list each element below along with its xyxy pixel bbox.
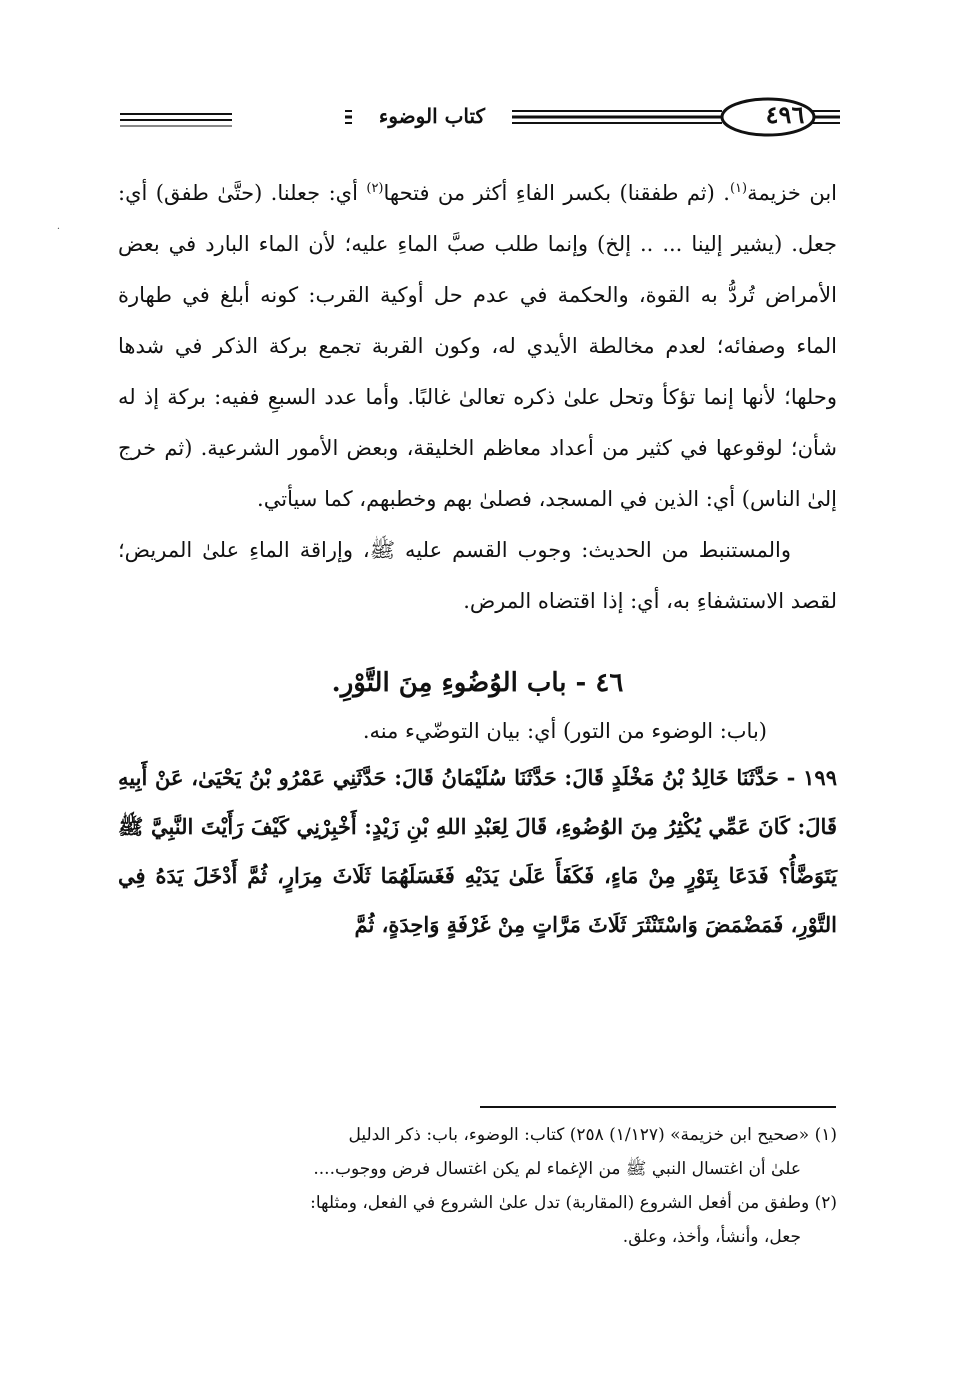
commentary-paragraph (118, 168, 837, 525)
footnotes (118, 1118, 837, 1254)
footnote-2-continued: جعل، وأنشأ، وأخذ، وعلق. (622, 1227, 801, 1247)
footnote-divider (480, 1106, 836, 1108)
derived-rulings-paragraph: والمستنبط من الحديث: وجوب القسم عليه ﷺ، وإراقة الماءِ علىٰ المريض؛ لقصد الاستشفاءِ به، أي: إذا اقتضاه المرض. (118, 538, 837, 613)
running-title: كتاب الوضوء (352, 97, 512, 137)
text-run: ابن خزيمة (747, 181, 837, 205)
footnote-2: (٢) وطفق من أفعل الشروع (المقاربة) تدل علىٰ الشروع في الفعل، ومثلها: (310, 1193, 837, 1213)
stray-mark: · (56, 224, 60, 235)
chapter-heading: ٤٦ - باب الوُضُوءِ مِنَ التَّوْرِ. (331, 668, 624, 698)
footnote-1: (١) «صحيح ابن خزيمة» (١/١٢٧) ٢٥٨) كتاب: الوضوء، باب: ذكر الدليل (348, 1125, 837, 1145)
chapter-explanation: (باب: الوضوء من التور) أي: بيان التوضّيء منه. (362, 719, 767, 743)
text-run: . (ثم طفقنا) بكسر الفاءِ أكثر من فتحها (383, 181, 730, 205)
hadith-text: ١٩٩ - حَدَّثَنَا خَالِدُ بْنُ مَخْلَدٍ قَالَ: حَدَّثَنَا سُلَيْمَانُ قَالَ: حَدَّثَنِي عَمْرُو بْنُ يَحْيَىٰ، عَنْ أَبِيهِ قَالَ: كَانَ عَمِّي يُكْثِرُ مِنَ الوُضُوءِ، قَالَ لِعَبْدِ اللهِ بْنِ زَيْدٍ: أَخْبِرْنِي كَيْفَ رَأَيْتَ النَّبِيَّ ﷺ يَتَوَضَّأُ؟ فَدَعَا بِتَوْرٍ مِنْ مَاءٍ، فَكَفَأَ عَلَىٰ يَدَيْهِ فَغَسَلَهُمَا ثَلَاثَ مِرَارٍ، ثُمَّ أَدْخَلَ يَدَهُ فِي التَّوْرِ، فَمَضْمَضَ وَاسْتَنْثَرَ ثَلَاثَ مَرَّاتٍ مِنْ غَرْفَةٍ وَاحِدَةٍ، ثُمَّ (118, 765, 837, 937)
footnote-1-continued: علىٰ أن اغتسال النبي ﷺ من الإغماء لم يكن اغتسال فرض ووجوب.... (313, 1159, 801, 1179)
footnote-ref-2[interactable]: (٢) (366, 181, 384, 196)
footnote-ref-1[interactable]: (١) (729, 181, 748, 196)
text-run: أي: جعلنا. (حتَّىٰ طفق) أي: جعل. (يشير إلينا ... .. إلخ) وإنما طلب صبَّ الماءِ عليه؛ لأن الماء البارد في بعض الأمراض تُردُّ به القوة، والحكمة في عدم حل أوكية القرب: كونه أبلغ في طهارة الماء وصفائه؛ لعدم مخالطة الأيدي له، وكون القربة تجمع بركة الذكر في شدها وحلها؛ لأنها إنما تؤكأ وتحل علىٰ ذكره تعالىٰ غالبًا. وأما عدد السبعِ ففيه: بركة إذ له شأن؛ لوقوعها في كثير من أعداد معاظم الخليقة، وبعض الأمور الشرعية. (ثم خرج إلىٰ الناس) أي: الذين في المسجد، فصلىٰ بهم وخطبهم، كما سيأتي. (118, 181, 837, 511)
page-number: ٤٩٦ (765, 100, 805, 129)
page-header (120, 95, 840, 139)
main-text (118, 168, 837, 949)
